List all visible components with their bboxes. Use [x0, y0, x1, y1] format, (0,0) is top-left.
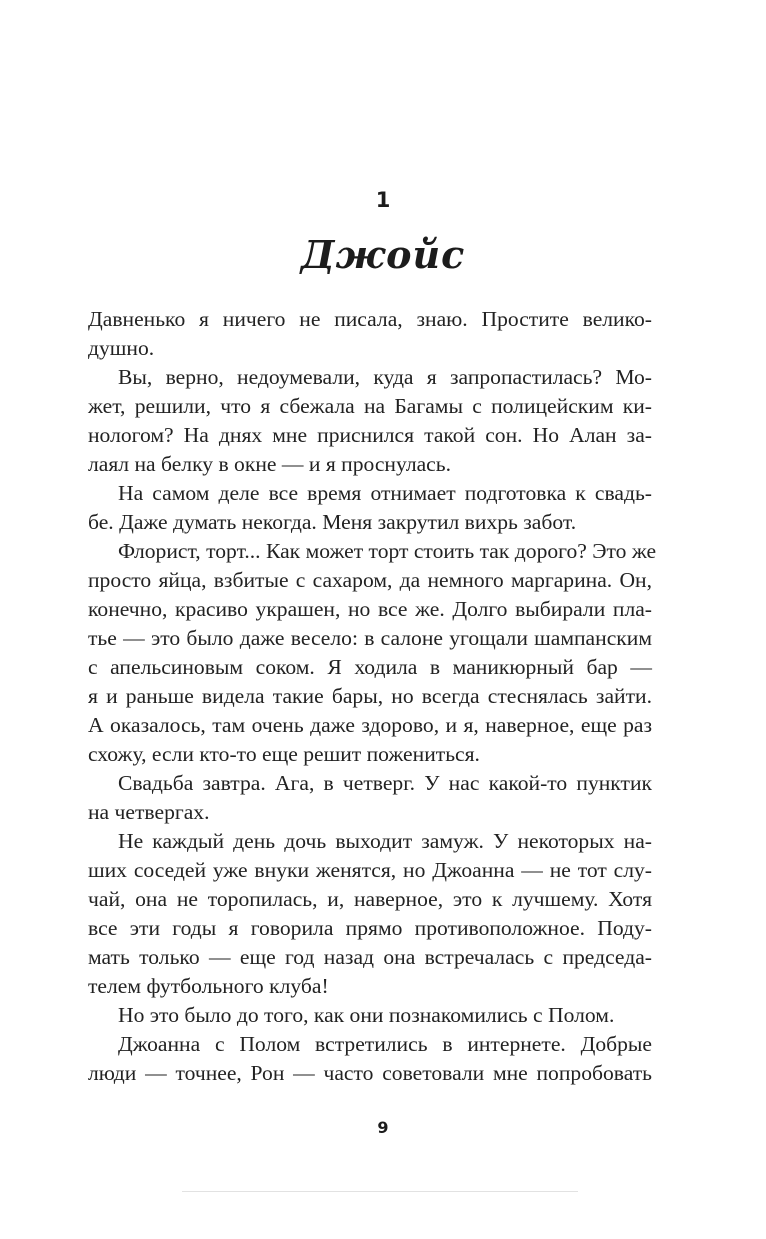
- text-line: Но это было до того, как они познакомились с Полом.: [118, 1003, 615, 1027]
- text-line: я и раньше видела такие бары, но всегда стеснялась зайти.: [88, 684, 652, 708]
- footer-divider: [182, 1191, 578, 1192]
- text-line: телем футбольного клуба!: [88, 974, 329, 998]
- text-line: просто яйца, взбитые с сахаром, да немного маргарина. Он,: [88, 568, 652, 592]
- chapter-title: Джойс: [300, 232, 466, 277]
- text-line: Не каждый день дочь выходит замуж. У некоторых на-: [118, 829, 652, 853]
- text-line: ших соседей уже внуки женятся, но Джоанна — не тот слу-: [88, 858, 652, 882]
- text-line: На самом деле все время отнимает подготовка к свадь-: [118, 481, 652, 505]
- text-line: душно.: [88, 336, 155, 360]
- chapter-number: 1: [375, 188, 391, 212]
- text-line: на четвергах.: [88, 800, 210, 824]
- text-line: с апельсиновым соком. Я ходила в маникюрный бар —: [88, 655, 652, 679]
- text-line: Вы, верно, недоумевали, куда я запропастилась? Мо-: [118, 365, 652, 389]
- text-line: Джоанна с Полом встретились в интернете. Добрые: [118, 1032, 652, 1056]
- text-line: схожу, если кто-то еще решит пожениться.: [88, 742, 480, 766]
- text-line: конечно, красиво украшен, но все же. Долго выбирали пла-: [88, 597, 652, 621]
- chapter-body-text: [88, 305, 657, 1088]
- text-line: тье — это было даже весело: в салоне угощали шампанским: [88, 626, 652, 650]
- text-line: нологом? На днях мне приснился такой сон. Но Алан за-: [88, 423, 652, 447]
- page-number: 9: [377, 1118, 389, 1137]
- text-line: Свадьба завтра. Ага, в четверг. У нас какой-то пунктик: [118, 771, 652, 795]
- text-line: Флорист, торт... Как может торт стоить так дорого? Это же: [118, 539, 657, 563]
- text-line: жет, решили, что я сбежала на Багамы с полицейским ки-: [88, 394, 652, 418]
- text-line: люди — точнее, Рон — часто советовали мне попробовать: [88, 1061, 652, 1085]
- text-line: мать только — еще год назад она встречалась с председа-: [88, 945, 652, 969]
- text-line: все эти годы я говорила прямо противоположное. Поду-: [88, 916, 652, 940]
- text-line: бе. Даже думать некогда. Меня закрутил вихрь забот.: [88, 510, 577, 534]
- text-line: чай, она не торопилась, и, наверное, это к лучшему. Хотя: [88, 887, 652, 911]
- text-line: Давненько я ничего не писала, знаю. Простите велико-: [88, 307, 652, 331]
- text-line: лаял на белку в окне — и я проснулась.: [88, 452, 452, 476]
- text-line: А оказалось, там очень даже здорово, и я, наверное, еще раз: [88, 713, 652, 737]
